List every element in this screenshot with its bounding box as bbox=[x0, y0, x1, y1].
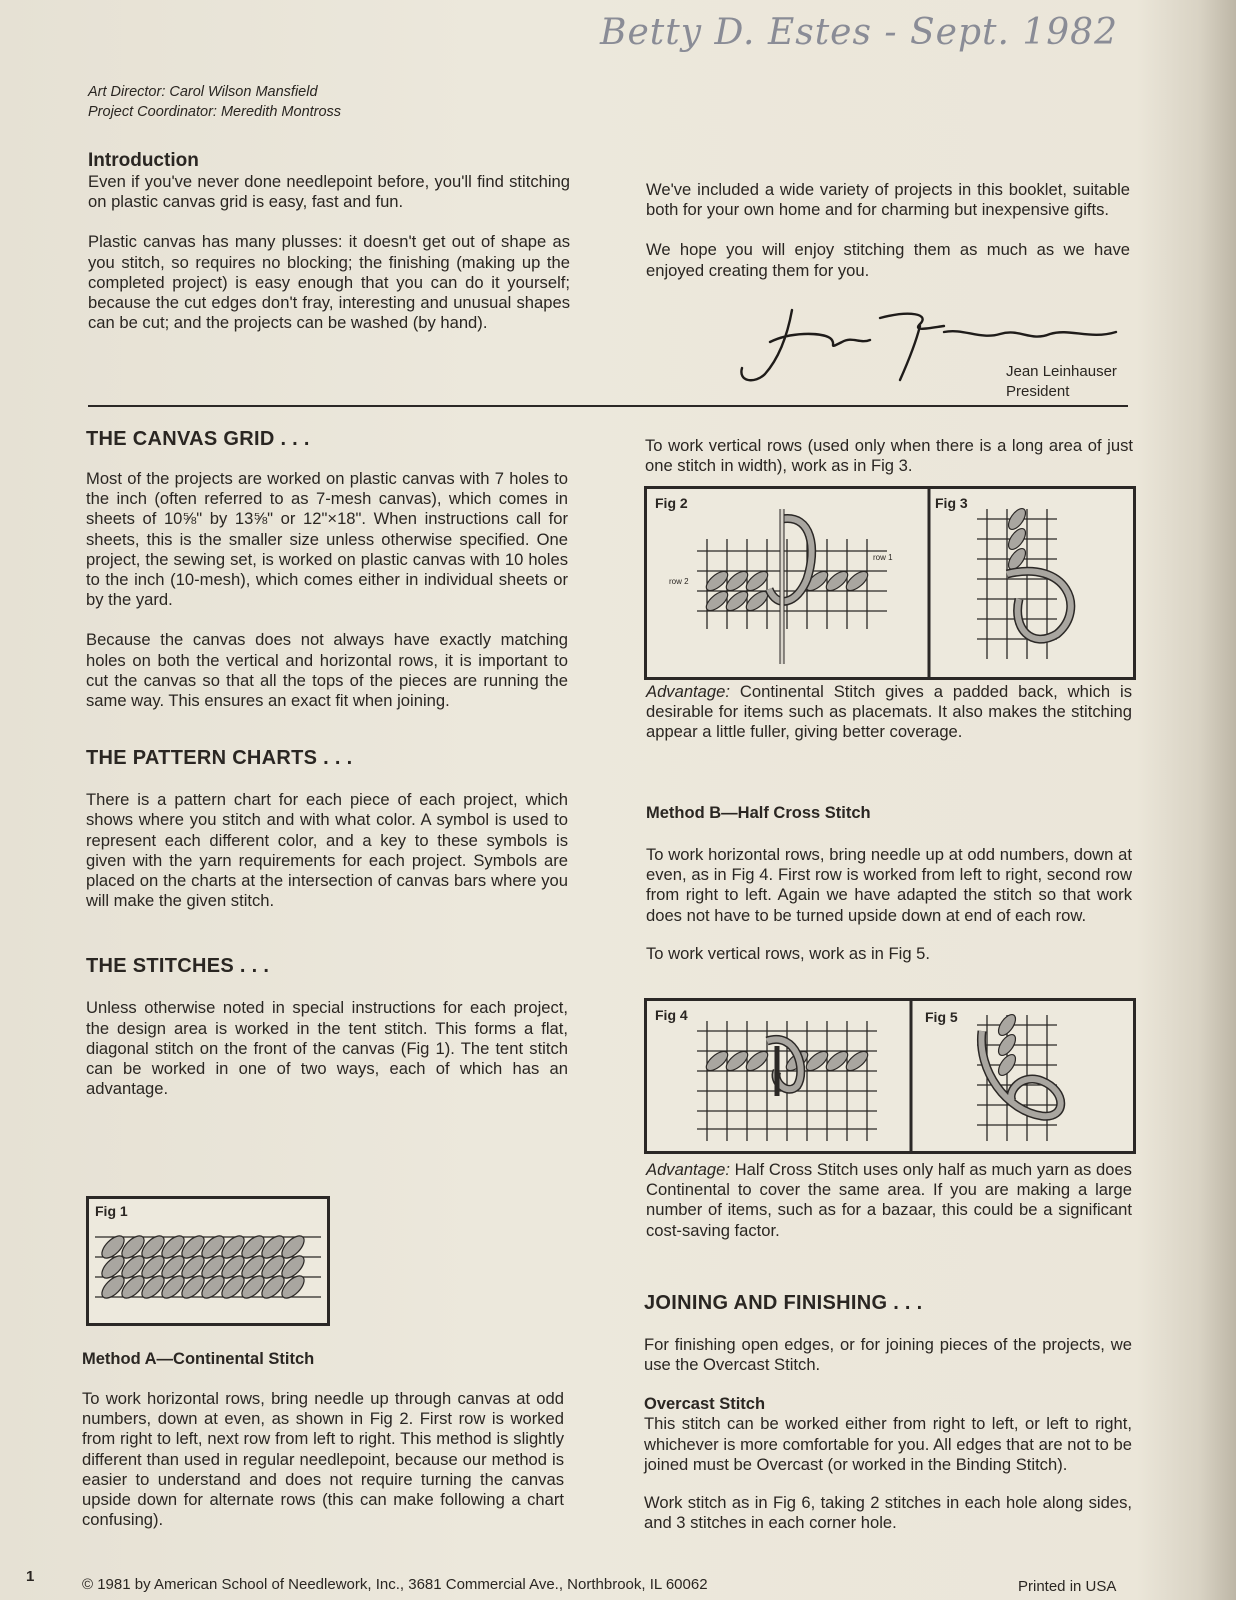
method-a-paragraph-2: To work vertical rows (used only when there is a long area of just one stitch in width), work as in Fig 3. bbox=[645, 436, 1133, 476]
method-a-heading: Method A—Continental Stitch bbox=[82, 1350, 315, 1368]
fig-2-row-1-label: row 1 bbox=[873, 553, 893, 562]
fig-4-5-box bbox=[644, 998, 1136, 1154]
canvas-grid-heading: THE CANVAS GRID . . . bbox=[86, 428, 310, 450]
art-director-credit: Art Director: Carol Wilson Mansfield bbox=[88, 84, 318, 100]
fig-2-3-box bbox=[644, 486, 1136, 680]
method-a-left bbox=[82, 1350, 564, 1530]
method-b-paragraph-1: To work horizontal rows, bring needle up at odd numbers, down at even, as in Fig 4. First row is worked from left to right, second row from right to left. Again we have adapted the stitch so that work does not have to be turned upside down at end of each row. bbox=[646, 845, 1132, 925]
fig-2-row-2-label: row 2 bbox=[669, 577, 689, 586]
fig-3-label: Fig 3 bbox=[935, 495, 968, 511]
continental-advantage-label: Advantage: bbox=[646, 682, 730, 701]
joining-heading: JOINING AND FINISHING . . . bbox=[644, 1292, 923, 1314]
canvas-grid-paragraph-2: Because the canvas does not always have exactly matching holes on both the vertical and horizontal rows, it is important to cut the canvas so that all the tops of the pieces are running the same way. This ensures an exact fit when joining. bbox=[86, 630, 568, 711]
intro-paragraph-4: We hope you will enjoy stitching them as much as we have enjoyed creating them for you. bbox=[646, 240, 1130, 280]
left-column bbox=[86, 428, 568, 1099]
joining-section bbox=[644, 1292, 1132, 1533]
fig-5-label: Fig 5 bbox=[925, 1009, 958, 1025]
pattern-charts-heading: THE PATTERN CHARTS . . . bbox=[86, 747, 353, 770]
page-number: 1 bbox=[26, 1568, 35, 1585]
overcast-paragraph-1: This stitch can be worked either from right to left, or left to right, whichever is more comfortable for you. All edges that are not to be joined must be Overcast (or worked in the Binding Stitch). bbox=[644, 1414, 1132, 1474]
introduction-left bbox=[88, 150, 570, 333]
fig-4-label: Fig 4 bbox=[655, 1007, 688, 1023]
signature-text bbox=[730, 302, 737, 303]
method-b-paragraph-2: To work vertical rows, work as in Fig 5. bbox=[646, 943, 931, 963]
joining-paragraph-1: For finishing open edges, or for joining pieces of the projects, we use the Overcast Stitch. bbox=[644, 1335, 1132, 1375]
credits bbox=[88, 82, 341, 122]
method-b-heading: Method B—Half Cross Stitch bbox=[646, 804, 871, 822]
intro-paragraph-2: Plastic canvas has many plusses: it doesn't get out of shape as you stitch, so requires no blocking; the finishing (making up the completed project) is easy enough that you can do it yourself; because the cut edges don't fray, interesting and unusual shapes can be cut; and the projects can be washed (by hand). bbox=[88, 232, 570, 333]
half-cross-advantage bbox=[646, 1160, 1132, 1241]
fig-2-3-diagrams bbox=[647, 489, 1133, 677]
continental-advantage bbox=[646, 682, 1132, 743]
intro-paragraph-1: Even if you've never done needlepoint before, you'll find stitching on plastic canvas grid is easy, fast and fun. bbox=[88, 172, 570, 212]
signer-title: President bbox=[1006, 383, 1070, 400]
introduction-right bbox=[646, 180, 1130, 281]
canvas-grid-paragraph-1: Most of the projects are worked on plastic canvas with 7 holes to the inch (often referred to as 7-mesh canvas), which comes in sheets of 10⅝" by 13⅝" or 12"×18". When instructions call for sheets, this is the smaller size unless otherwise specified. One project, the sewing set, is worked on plastic canvas with 10 holes to the inch (10-mesh), which comes either in individual sheets or by the yard. bbox=[86, 469, 568, 610]
fig-1-box bbox=[86, 1196, 330, 1326]
pattern-charts-paragraph: There is a pattern chart for each piece of each project, which shows where you stitch and with what color. A symbol is used to represent each different color, and a key to these symbols is given with the yarn requirements for each project. Symbols are placed on the charts at the intersection of canvas bars where you will make the given stitch. bbox=[86, 790, 568, 911]
stitches-paragraph: Unless otherwise noted in special instructions for each project, the design area is worked in the tent stitch. This forms a flat, diagonal stitch on the front of the canvas (Fig 1). The tent stitch can be worked in one of two ways, each of which has an advantage. bbox=[86, 998, 568, 1099]
half-cross-advantage-text: Half Cross Stitch uses only half as much yarn as does Continental to cover the same area. If you are making a large number of items, such as for a bazaar, this could be a significant cost-saving factor. bbox=[646, 1160, 1132, 1240]
half-cross-advantage-label: Advantage: bbox=[646, 1160, 730, 1179]
method-a-paragraph-1: To work horizontal rows, bring needle up through canvas at odd numbers, down at even, as shown in Fig 2. First row is worked from right to left, next row from left to right. This method is slightly different than used in regular needlepoint, because our method is easier to understand and does not require turning the canvas upside down for alternate rows (this can make following a chart confusing). bbox=[82, 1389, 564, 1530]
overcast-paragraph-2: Work stitch as in Fig 6, taking 2 stitches in each hole along sides, and 3 stitches in each corner hole. bbox=[644, 1493, 1132, 1533]
overcast-stitch-heading: Overcast Stitch bbox=[644, 1395, 766, 1414]
continental-advantage-text: Continental Stitch gives a padded back, which is desirable for items such as placemats. It also makes the stitching appear a little fuller, giving better coverage. bbox=[646, 682, 1132, 742]
section-divider bbox=[88, 405, 1128, 407]
method-a-vertical bbox=[645, 436, 1133, 476]
fig-2-label: Fig 2 bbox=[655, 495, 688, 511]
copyright-notice: © 1981 by American School of Needlework, Inc., 3681 Commercial Ave., Northbrook, IL 60062 bbox=[82, 1576, 708, 1593]
handwritten-inscription: Betty D. Estes - Sept. 1982 bbox=[600, 12, 1118, 53]
intro-paragraph-3: We've included a wide variety of projects in this booklet, suitable both for your own home and for charming but inexpensive gifts. bbox=[646, 180, 1130, 220]
introduction-heading: Introduction bbox=[88, 150, 199, 171]
fig-1-label: Fig 1 bbox=[95, 1203, 128, 1219]
method-b-section bbox=[646, 804, 1132, 964]
fig-4-5-diagrams bbox=[647, 1001, 1133, 1151]
signer-name: Jean Leinhauser bbox=[1006, 363, 1117, 380]
signer-block bbox=[1006, 362, 1117, 402]
stitches-heading: THE STITCHES . . . bbox=[86, 955, 270, 978]
printed-in: Printed in USA bbox=[1018, 1578, 1117, 1595]
project-coordinator-credit: Project Coordinator: Meredith Montross bbox=[88, 104, 342, 120]
